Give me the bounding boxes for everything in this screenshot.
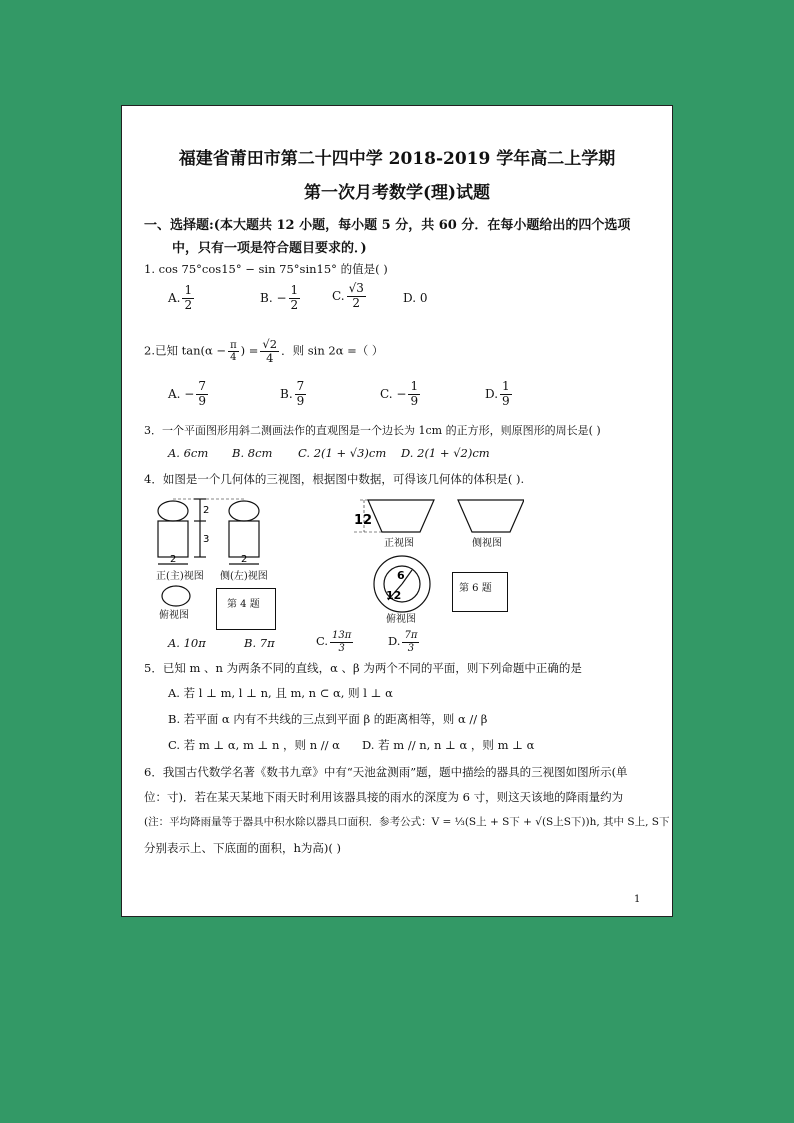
question-5-stem: 5．已知 m 、n 为两条不同的直线，α 、β 为两个不同的平面，则下列命题中正确的是	[144, 661, 582, 675]
question-2-option-c: C. − $\frac{1}{9}$	[380, 379, 419, 408]
dim-label-bottom: 2	[170, 554, 177, 565]
dim-label-3: 3	[203, 534, 210, 545]
q6-radius-label-6: 6	[397, 569, 405, 582]
question-5-option-a: A. 若 l ⊥ m, l ⊥ n, 且 m, n ⊂ α, 则 l ⊥ α	[168, 686, 393, 700]
q4-top-view-figure	[160, 584, 192, 608]
question-3-option-b: B. 8cm	[232, 446, 273, 460]
question-4-option-b: B. 7π	[244, 636, 275, 650]
exam-page	[121, 105, 673, 917]
front-view-cylinder	[158, 521, 188, 557]
q4-figure-caption: 第 4 题	[227, 599, 260, 610]
q6-top-view-label: 俯视图	[386, 614, 416, 625]
question-1-option-a: A. $\frac{1}{2}$	[168, 283, 193, 312]
question-1-option-c: C. $\frac{√3}{2}$	[332, 281, 364, 310]
question-6-line-4: 分别表示上、下底面的面积，h为高)( )	[144, 841, 342, 855]
q6-radius-label-12: 12	[386, 589, 402, 602]
page-title: 福建省莆田市第二十四中学 2018-2019 学年高二上学期	[178, 149, 616, 169]
question-1-option-b: B. − $\frac{1}{2}$	[260, 283, 299, 312]
side-view-sphere	[229, 501, 259, 521]
page-number: 1	[634, 894, 641, 905]
question-2-option-a: A. − $\frac{7}{9}$	[168, 379, 206, 408]
question-1-option-d: D. 0	[403, 291, 428, 305]
q4-front-view-label: 正(主)视图	[156, 571, 204, 582]
q6-side-view-trapezoid	[458, 500, 524, 532]
q6-side-view-label: 侧视图	[472, 538, 502, 549]
q6-height-label: 12	[354, 513, 373, 528]
dim-label-bottom-2: 2	[241, 554, 248, 565]
section-heading: 一、选择题:(本大题共 12 小题，每小题 5 分，共 60 分．在每小题给出的四个选项	[144, 218, 631, 233]
question-6-line-2: 位：寸)．若在某天某地下雨天时利用该器具接的雨水的深度为 6 寸，则这天该地的降雨量约为	[144, 790, 624, 804]
q6-front-view-label: 正视图	[384, 538, 414, 549]
question-4-option-a: A. 10π	[168, 636, 206, 650]
question-1-stem: 1. cos 75°cos15° − sin 75°sin15° 的值是( )	[144, 262, 388, 276]
q4-top-view-label: 俯视图	[159, 610, 189, 621]
section-heading-cont: 中，只有一项是符合题目要求的．)	[172, 241, 367, 256]
q6-figure-caption: 第 6 题	[459, 583, 492, 594]
q6-front-view-trapezoid	[368, 500, 434, 532]
question-3-stem: 3．一个平面图形用斜二测画法作的直观图是一个边长为 1cm 的正方形，则原图形的周长是( )	[144, 424, 601, 437]
q4-side-view-label: 侧(左)视图	[220, 571, 268, 582]
question-6-line-1: 6．我国古代数学名著《数书九章》中有“天池盆测雨”题，题中描绘的器具的三视图如图所示(单	[144, 765, 628, 779]
question-5-option-c: C. 若 m ⊥ α, m ⊥ n ，则 n // α	[168, 738, 340, 752]
question-2-option-d: D. $\frac{1}{9}$	[485, 379, 510, 408]
question-4-option-d: D. $\frac{7\pi}{3}$	[388, 630, 418, 654]
question-3-option-d: D. 2(1 + √2)cm	[401, 446, 490, 460]
question-5-option-b: B. 若平面 α 内有不共线的三点到平面 β 的距离相等，则 α // β	[168, 712, 488, 726]
q4-figure-box	[216, 588, 276, 630]
question-4-stem: 4．如图是一个几何体的三视图，根据图中数据，可得该几何体的体积是( ).	[144, 472, 525, 486]
q6-figure-box	[452, 572, 508, 612]
question-2-stem: 2.已知 tan(α − $\frac{\pi}{4}$ ) = $\frac{√2}{4}$ ．则 sin 2α =（ ）	[144, 337, 384, 366]
side-view-cylinder	[229, 521, 259, 557]
dim-label-2: 2	[203, 505, 210, 516]
question-6-line-3: (注：平均降雨量等于器具中积水除以器具口面积．参考公式：V = ⅓(S上 + S下 + √(S上S下))h, 其中 S上, S下	[144, 816, 670, 828]
question-4-option-c: C. $\frac{13\pi}{3}$	[316, 630, 352, 654]
question-3-option-c: C. 2(1 + √3)cm	[298, 446, 387, 460]
front-view-sphere	[158, 501, 188, 521]
question-3-option-a: A. 6cm	[168, 446, 209, 460]
question-2-option-b: B. $\frac{7}{9}$	[280, 379, 305, 408]
page-subtitle: 第一次月考数学(理)试题	[303, 183, 491, 203]
question-5-option-d: D. 若 m // n, n ⊥ α ，则 m ⊥ α	[362, 738, 535, 752]
